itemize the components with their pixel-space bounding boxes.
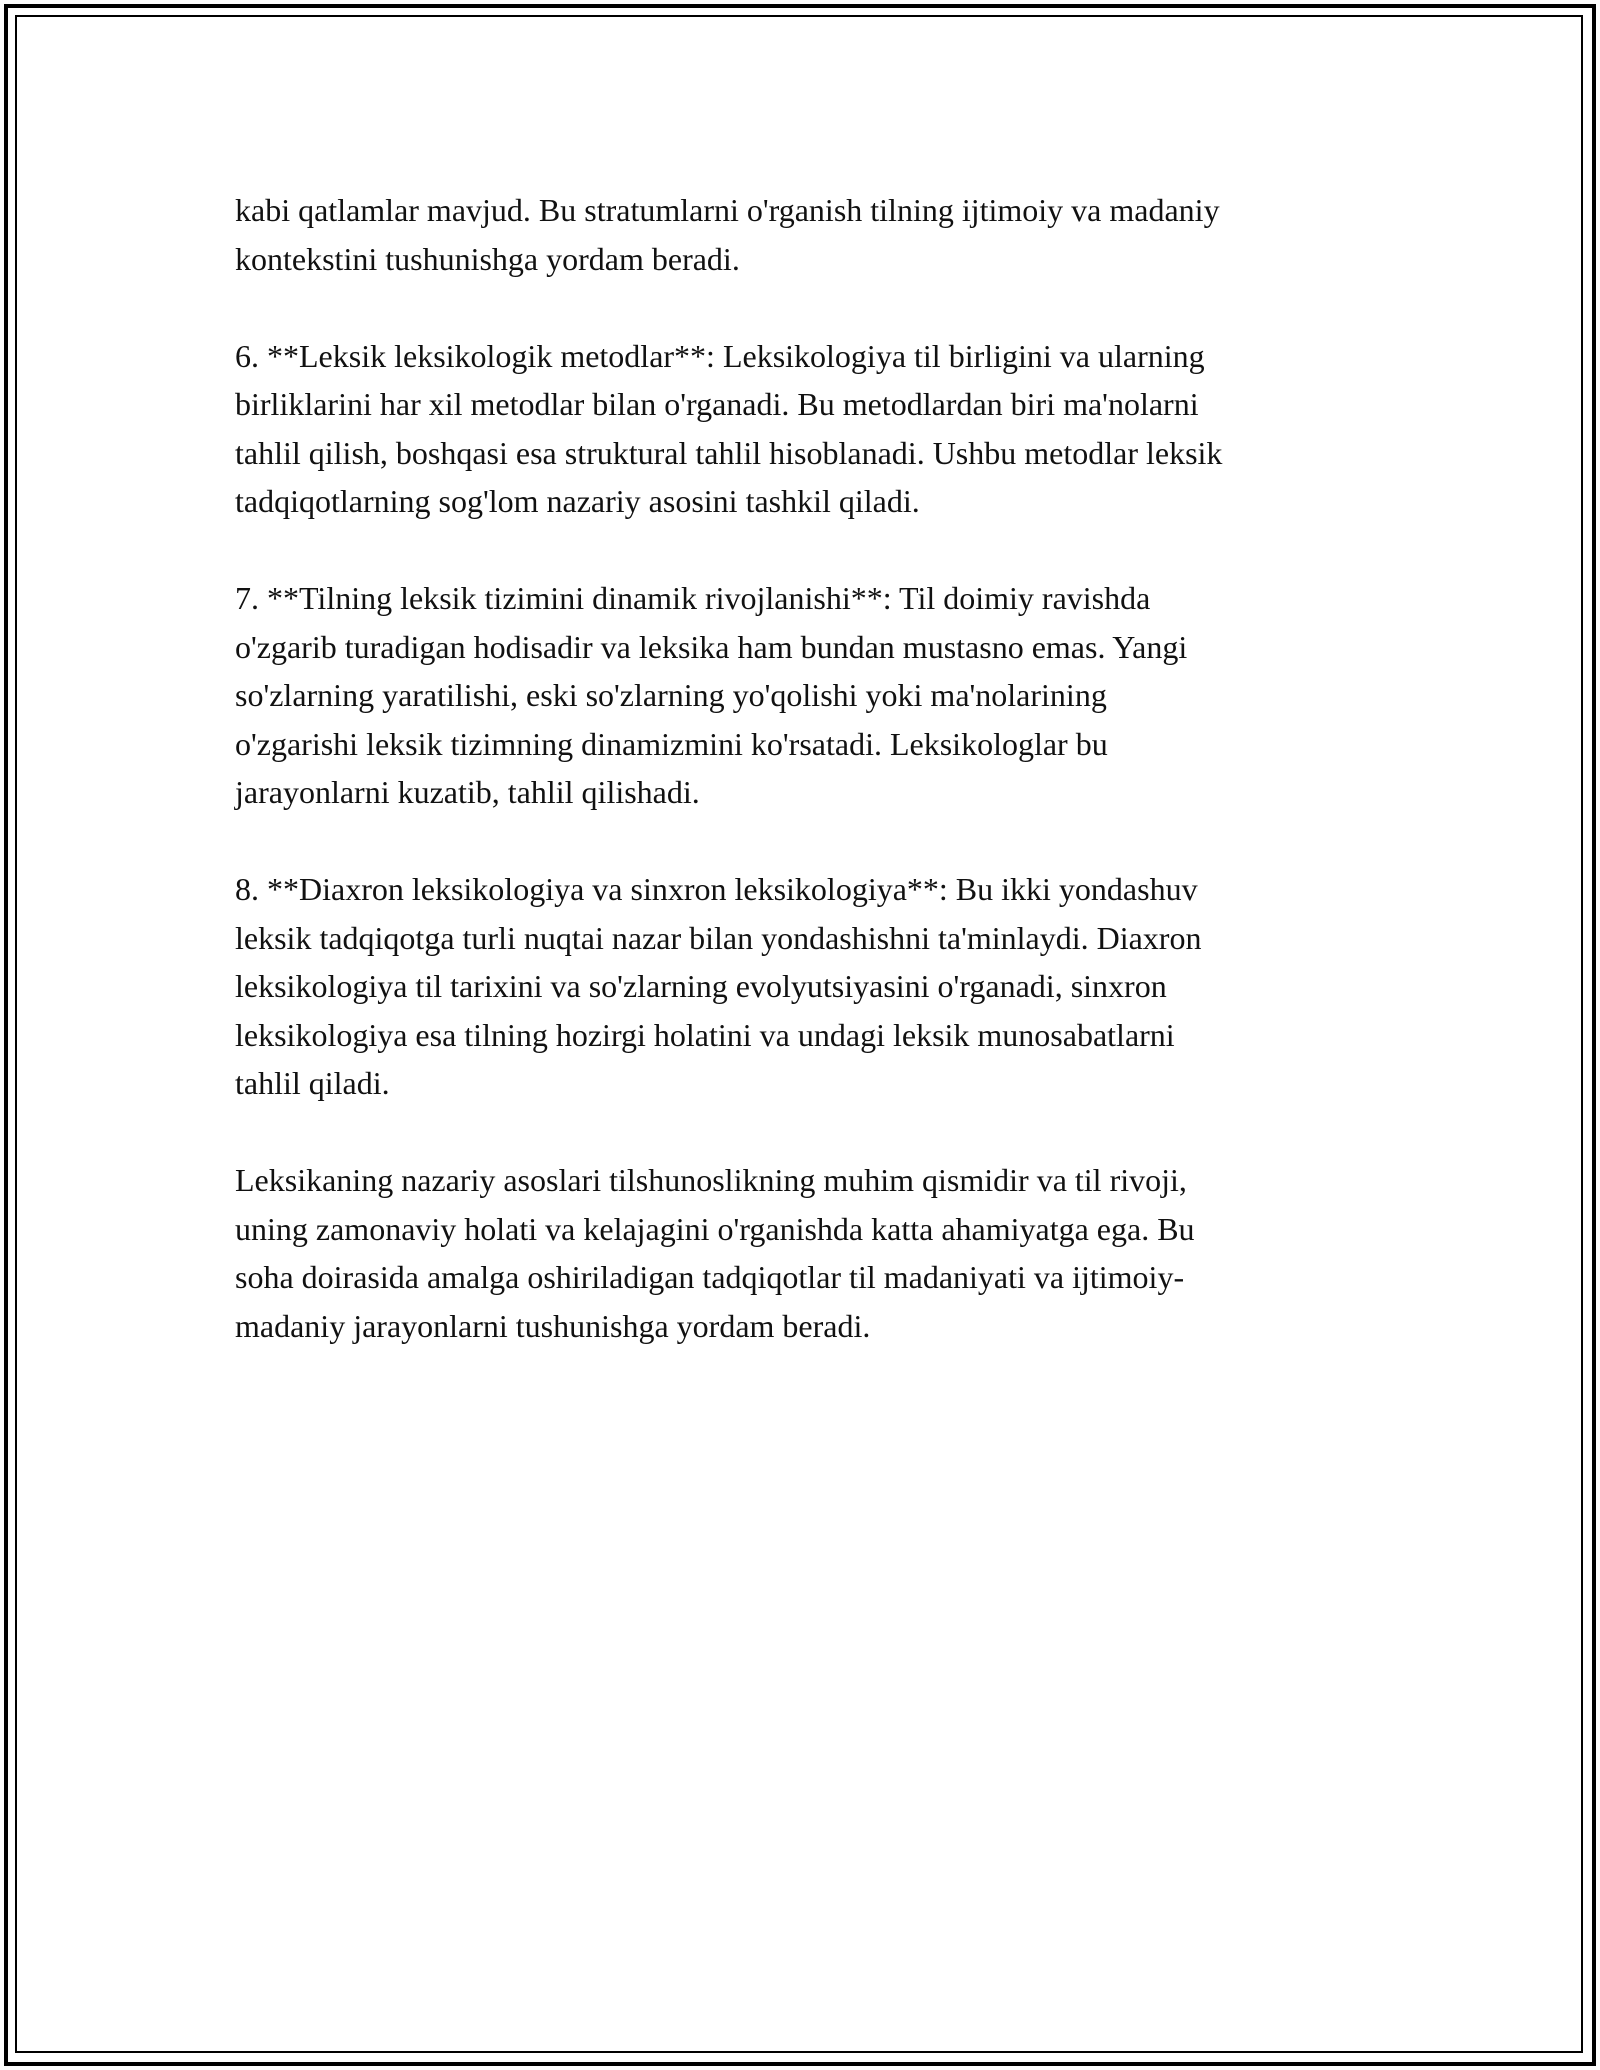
- paragraph-item-8: 8. **Diaxron leksikologiya va sinxron leksikologiya**: Bu ikki yondashuv leksik tadqiqotga turli nuqtai nazar bilan yondashishni ta'minlaydi. Diaxron leksikologiya til tarixini va so'zlarning evolyutsiyasini o'rganadi, sinxron leksikologiya esa tilning hozirgi holatini va undagi leksik munosabatlarni tahlil qiladi.: [235, 871, 1202, 1101]
- document-body: [235, 186, 1385, 1399]
- paragraph-item-7: 7. **Tilning leksik tizimini dinamik rivojlanishi**: Til doimiy ravishda o'zgarib turadigan hodisadir va leksika ham bundan mustasno emas. Yangi so'zlarning yaratilishi, eski so'zlarning yo'qolishi yoki ma'nolarining o'zgarishi leksik tizimning dinamizmini ko'rsatadi. Leksikologlar bu jarayonlarni kuzatib, tahlil qilishadi.: [235, 580, 1188, 810]
- paragraph-conclusion: Leksikaning nazariy asoslari tilshunoslikning muhim qismidir va til rivoji, uning zamonaviy holati va kelajagini o'rganishda katta ahamiyatga ega. Bu soha doirasida amalga oshiriladigan tadqiqotlar til madaniyati va ijtimoiy- madaniy jarayonlarni tushunishga yordam beradi.: [235, 1162, 1195, 1344]
- paragraph-continuation: kabi qatlamlar mavjud. Bu stratumlarni o'rganish tilning ijtimoiy va madaniy kontekstini tushunishga yordam beradi.: [235, 192, 1220, 277]
- paragraph-item-6: 6. **Leksik leksikologik metodlar**: Leksikologiya til birligini va ularning birliklarini har xil metodlar bilan o'rganadi. Bu metodlardan biri ma'nolarni tahlil qilish, boshqasi esa struktural tahlil hisoblanadi. Ushbu metodlar leksik tadqiqotlarning sog'lom nazariy asosini tashkil qiladi.: [235, 337, 1223, 519]
